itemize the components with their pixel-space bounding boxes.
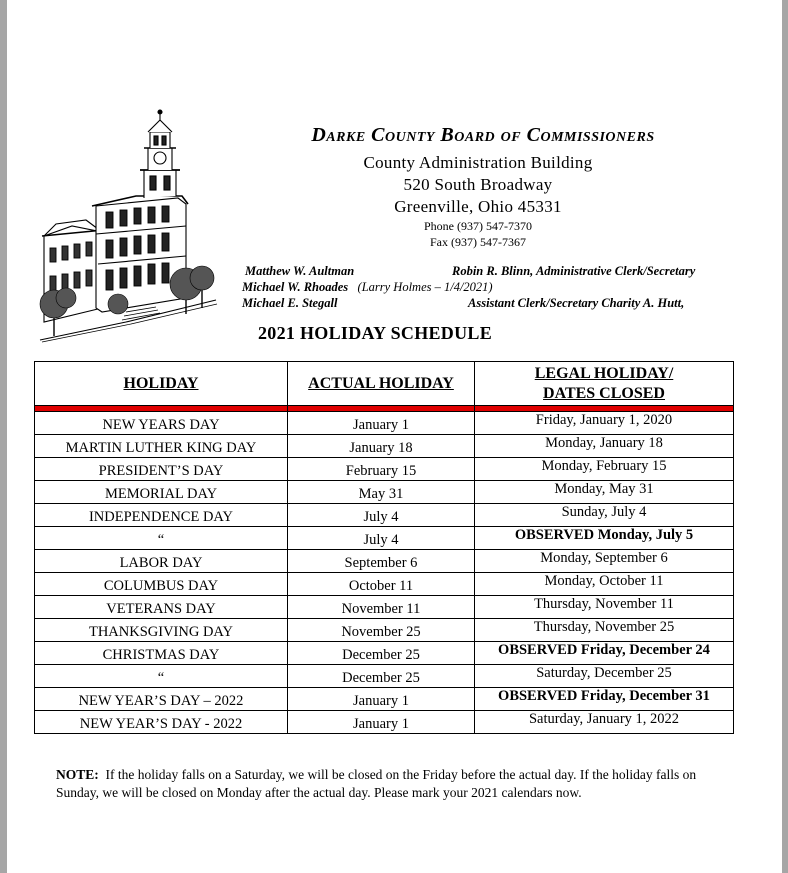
footnote: [56, 766, 736, 801]
closed-date-cell: Monday, October 11: [475, 573, 734, 596]
header-actual-holiday: ACTUAL HOLIDAY: [288, 362, 475, 406]
actual-date-cell: September 6: [288, 550, 475, 573]
header-dates-closed: [475, 362, 734, 406]
letterhead: [222, 118, 734, 250]
holiday-name-cell: VETERANS DAY: [35, 596, 288, 619]
commissioner-2: Michael W. Rhoades: [242, 280, 349, 294]
closed-date-cell: Saturday, January 1, 2022: [475, 711, 734, 734]
holiday-name-cell: THANKSGIVING DAY: [35, 619, 288, 642]
note-text: If the holiday falls on a Saturday, we will be closed on the Friday before the actual day. If the holiday falls on Sunday, we will be closed on Monday after the actual day. Please mark your 2021 calendars now.: [56, 767, 697, 800]
holiday-name-cell: PRESIDENT’S DAY: [35, 458, 288, 481]
closed-date-cell: OBSERVED Friday, December 31: [475, 688, 734, 711]
header-dates-closed-line2: DATES CLOSED: [543, 384, 665, 402]
building-name: County Administration Building: [363, 153, 593, 172]
table-row: [35, 504, 734, 527]
table-row: [35, 711, 734, 734]
actual-date-cell: November 11: [288, 596, 475, 619]
closed-date-cell: Sunday, July 4: [475, 504, 734, 527]
holiday-name-cell: CHRISTMAS DAY: [35, 642, 288, 665]
holiday-name-cell: “: [35, 665, 288, 688]
fax-number: Fax (937) 547-7367: [430, 235, 526, 249]
commissioner-2-line: [242, 279, 493, 295]
assistant-clerk: Assistant Clerk/Secretary Charity A. Hutt,: [468, 296, 685, 310]
commissioner-1: Matthew W. Aultman: [245, 264, 355, 278]
holiday-name-cell: INDEPENDENCE DAY: [35, 504, 288, 527]
holiday-name-cell: NEW YEAR’S DAY - 2022: [35, 711, 288, 734]
holiday-table: [34, 361, 734, 734]
actual-date-cell: May 31: [288, 481, 475, 504]
closed-date-cell: OBSERVED Monday, July 5: [475, 527, 734, 550]
closed-date-cell: Thursday, November 25: [475, 619, 734, 642]
street-address: 520 South Broadway: [403, 175, 553, 194]
actual-date-cell: July 4: [288, 504, 475, 527]
header-holiday: HOLIDAY: [35, 362, 288, 406]
header-dates-closed-line1: LEGAL HOLIDAY/: [534, 364, 674, 382]
commissioner-3: Michael E. Stegall: [242, 296, 338, 310]
closed-date-cell: Monday, February 15: [475, 458, 734, 481]
closed-date-cell: Friday, January 1, 2020: [475, 412, 734, 435]
table-header-row: [35, 362, 734, 406]
organization-title: Darke County Board of Commissioners: [311, 124, 655, 146]
table-row: [35, 458, 734, 481]
holiday-name-cell: NEW YEARS DAY: [35, 412, 288, 435]
holiday-name-cell: “: [35, 527, 288, 550]
holiday-name-cell: COLUMBUS DAY: [35, 573, 288, 596]
city-address: Greenville, Ohio 45331: [394, 197, 562, 216]
table-row: [35, 527, 734, 550]
table-row: [35, 412, 734, 435]
table-row: [35, 665, 734, 688]
actual-date-cell: January 18: [288, 435, 475, 458]
table-row: [35, 435, 734, 458]
holiday-name-cell: MARTIN LUTHER KING DAY: [35, 435, 288, 458]
clerk: Robin R. Blinn, Administrative Clerk/Secretary: [452, 264, 696, 278]
note-label: NOTE:: [56, 767, 99, 782]
actual-date-cell: January 1: [288, 688, 475, 711]
actual-date-cell: November 25: [288, 619, 475, 642]
closed-date-cell: Monday, May 31: [475, 481, 734, 504]
commissioner-2-note: (Larry Holmes – 1/4/2021): [357, 280, 493, 294]
actual-date-cell: July 4: [288, 527, 475, 550]
holiday-name-cell: MEMORIAL DAY: [35, 481, 288, 504]
actual-date-cell: February 15: [288, 458, 475, 481]
table-row: [35, 573, 734, 596]
table-row: [35, 550, 734, 573]
phone-number: Phone (937) 547-7370: [424, 219, 532, 233]
actual-date-cell: January 1: [288, 711, 475, 734]
closed-date-cell: Thursday, November 11: [475, 596, 734, 619]
closed-date-cell: Monday, January 18: [475, 435, 734, 458]
actual-date-cell: December 25: [288, 665, 475, 688]
table-row: [35, 642, 734, 665]
courthouse-logo: [36, 108, 218, 344]
holiday-name-cell: NEW YEAR’S DAY – 2022: [35, 688, 288, 711]
closed-date-cell: Monday, September 6: [475, 550, 734, 573]
actual-date-cell: October 11: [288, 573, 475, 596]
table-row: [35, 481, 734, 504]
closed-date-cell: OBSERVED Friday, December 24: [475, 642, 734, 665]
schedule-title: 2021 HOLIDAY SCHEDULE: [258, 323, 493, 343]
holiday-name-cell: LABOR DAY: [35, 550, 288, 573]
actual-date-cell: January 1: [288, 412, 475, 435]
closed-date-cell: Saturday, December 25: [475, 665, 734, 688]
table-row: [35, 619, 734, 642]
table-row: [35, 596, 734, 619]
table-row: [35, 688, 734, 711]
actual-date-cell: December 25: [288, 642, 475, 665]
